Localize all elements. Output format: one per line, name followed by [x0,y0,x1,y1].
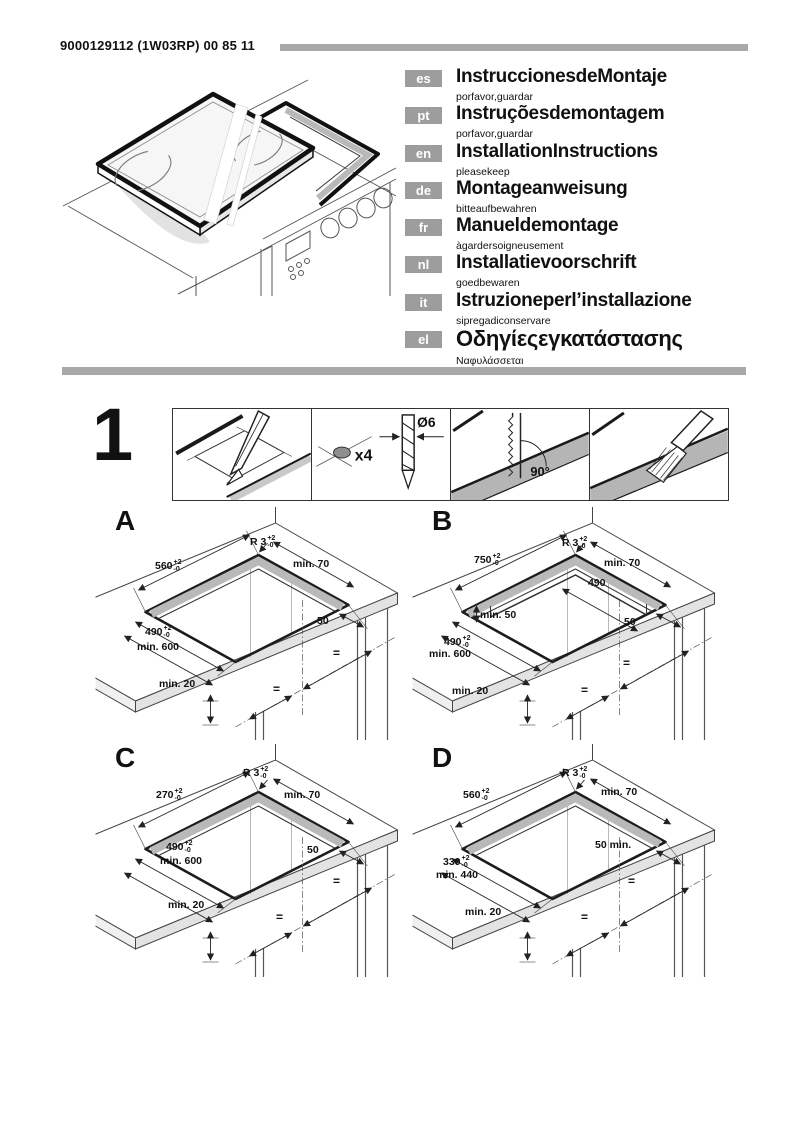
panel-drill-holes [312,409,451,500]
dim-d-side-clearance: 50 min. [595,839,632,851]
lang-badge-el: el [405,331,442,348]
panel-seal-edges [590,409,728,500]
saw-angle-label: 90° [530,464,550,480]
lang-row-pt [405,104,801,141]
lang-subtitle-es: porfavor,guardar [456,91,534,103]
lang-title-de: Montageanweisung [456,177,628,199]
dim-c-depth: 490 +2 -0 [166,840,193,854]
dim-c-side-clearance: 50 [307,844,319,856]
lang-title-nl: Installatievoorschrift [456,252,637,274]
lang-badge-es: es [405,70,442,87]
dim-b-side-clearance: 50 [624,616,636,628]
lang-subtitle-el: Ναφυλάσσεται [456,355,524,368]
lang-row-en [405,142,801,179]
seal-edges-icon [590,409,728,500]
diagram-a-label: A [115,505,136,536]
diagram-a [95,505,401,740]
doc-number: 9000129112 (1W03RP) 00 85 11 [60,38,255,53]
dim-a-depth: 490 +2 -0 [145,625,172,639]
dim-c-bottom-clearance: min. 20 [168,899,205,911]
mark-cutout-icon [173,409,311,500]
diagram-c-label: C [115,742,136,773]
hob [98,94,313,235]
lang-subtitle-en: pleasekeep [456,165,510,178]
lang-title-it: Istruzioneperl’installazione [456,289,692,311]
diagram-c [95,742,401,977]
lang-row-es [405,67,801,104]
worktop-cutout-drawing-a [95,505,401,740]
lang-row-nl [405,253,801,290]
dim-a-equal-1: = [333,646,341,660]
lang-row-fr [405,216,801,253]
dim-b-inner-depth: min. 50 [480,609,517,621]
section-divider [62,367,746,375]
dim-b-rear-clearance: min. 70 [604,557,641,569]
lang-title-el: Οδηγίεςεγκατάστασης [456,326,683,352]
lang-badge-it: it [405,294,442,311]
dim-a-equal-2: = [273,682,281,696]
lang-title-es: InstruccionesdeMontaje [456,66,667,87]
dim-d-rear-clearance: min. 70 [601,786,638,798]
saw-cutout-icon [451,409,589,500]
dim-a-side-clearance: 50 [317,615,329,627]
lang-badge-de: de [405,182,442,199]
dim-a-width: 560 +2 -0 [155,559,182,573]
lang-subtitle-it: sipregadiconservare [456,314,551,327]
dim-a-rear-clearance: min. 70 [293,558,330,570]
header-rule [280,44,748,51]
drill-bit-icon [402,415,414,488]
dim-d-equal-2: = [581,910,589,924]
lang-badge-pt: pt [405,107,442,124]
dim-b-inner-width: 490 [588,577,606,589]
lang-title-fr: Manueldemontage [456,215,619,237]
dim-a-bottom-clearance: min. 20 [159,678,196,690]
dim-c-radius: R 3 +2 -0 [243,766,269,780]
dim-c-equal-1: = [333,874,341,888]
dim-c-rear-clearance: min. 70 [284,789,321,801]
lang-badge-en: en [405,145,442,162]
dim-b-bottom-clearance: min. 20 [452,685,489,697]
panel-saw-cutout [451,409,590,500]
dim-d-width: 560 +2 -0 [463,788,490,802]
lang-title-en: InstallationInstructions [456,140,658,162]
dim-b-radius: R 3 +2 -0 [562,536,588,550]
lang-title-pt: Instruçõesdemontagem [456,103,665,125]
dim-c-equal-2: = [276,910,284,924]
dim-c-min-width: min. 600 [160,855,203,867]
dim-d-bottom-clearance: min. 20 [465,906,502,918]
dim-b-min-width: min. 600 [429,648,472,660]
lang-subtitle-pt: porfavor,guardar [456,128,534,141]
step-panels [172,408,729,501]
diagram-b [412,505,718,740]
panel-mark-cutout [173,409,312,500]
language-list [405,66,801,368]
dim-b-depth: 490 +2 -0 [444,635,471,649]
diagram-d-label: D [432,742,453,773]
dim-a-min-width: min. 600 [137,641,180,653]
dim-d-min-width: min. 440 [436,869,479,881]
lang-subtitle-de: bitteaufbewahren [456,202,537,215]
dim-d-depth: 330 +2 -0 [443,855,470,869]
dim-b-equal-2: = [581,683,589,697]
dim-c-width: 270 +2 -0 [156,788,183,802]
dim-d-equal-1: = [628,874,636,888]
lang-badge-fr: fr [405,219,442,236]
diagram-b-label: B [432,505,453,536]
step-number: 1 [92,393,134,476]
lang-badge-nl: nl [405,256,442,273]
dim-b-equal-1: = [623,656,631,670]
dim-d-radius: R 3 +2 -0 [562,766,588,780]
drill-diameter-label: Ø6 [417,413,436,430]
lang-subtitle-nl: goedbewaren [456,277,520,290]
drill-count-label: x4 [354,447,373,465]
lang-subtitle-fr: àgardersoigneusement [456,240,564,253]
lang-row-de [405,179,801,216]
diagram-d [412,742,718,977]
drill-holes-icon [312,409,450,500]
dim-b-width: 750 +2 -0 [474,553,501,567]
lang-row-it [405,291,801,328]
hob-installation-illustration [58,76,396,296]
dim-a-radius: R 3 +2 -0 [250,535,276,549]
lang-row-el [405,326,801,368]
